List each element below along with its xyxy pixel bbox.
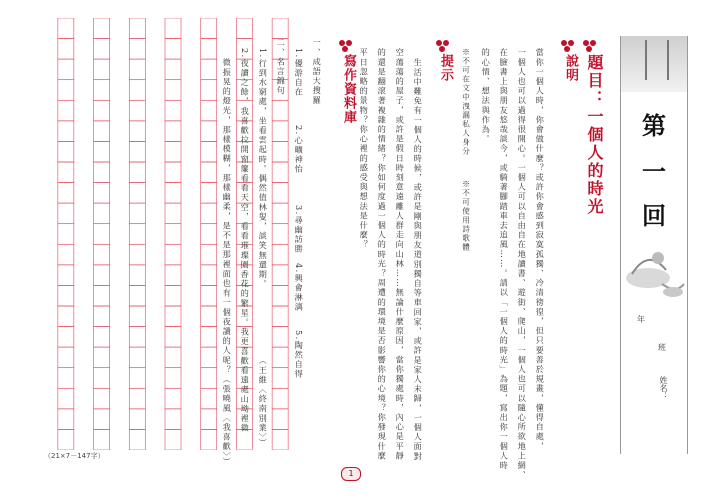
idiom-5: 5.陶然自得 — [294, 330, 305, 380]
grid-cell[interactable] — [165, 244, 181, 265]
grid-cell[interactable] — [201, 306, 217, 327]
grid-cell[interactable] — [129, 265, 145, 286]
grid-cell[interactable] — [129, 429, 145, 450]
grid-cell[interactable] — [201, 388, 217, 409]
grid-cell[interactable] — [272, 409, 288, 430]
grid-cell[interactable] — [272, 18, 288, 39]
explain-line-1: 當你一個人時，你會做什麼？或許你會感到寂寞孤獨、冷清徬徨，但只要善於規畫，懂得自處， — [535, 48, 546, 452]
grid-cell[interactable] — [129, 306, 145, 327]
grid-cell[interactable] — [58, 59, 74, 80]
hint-line-2: 空蕩蕩的屋子，或許是假日時刻意遠離人群走向山林……無論什麼原因，當你獨處時，內心是平靜 — [395, 48, 406, 461]
grid-cell[interactable] — [129, 100, 145, 121]
grid-cell[interactable] — [94, 306, 110, 327]
idiom-1: 1.優游自在 — [294, 48, 305, 98]
quote-1: 1.行到水窮處，坐看雲起時。偶然值林叟，談笑無還期。 — [258, 48, 269, 290]
grid-cell[interactable] — [165, 265, 181, 286]
quote-1-source: （王維〈終南別業〉） — [258, 356, 269, 448]
explain-line-4: 的心情、想法與作為。 — [481, 48, 492, 144]
grid-cell[interactable] — [58, 183, 74, 204]
grid-cell[interactable] — [272, 368, 288, 389]
grid-cell[interactable] — [58, 306, 74, 327]
quote-2-line-2: 微振晃的燈光，那樣模糊，那樣幽柔，是不是那裡面也有一個夜讀的人呢？（張曉風〈我喜歡〉） — [222, 58, 233, 467]
grid-cell[interactable] — [129, 18, 145, 39]
grid-cell[interactable] — [94, 100, 110, 121]
grid-cell[interactable] — [129, 39, 145, 60]
grid-cell[interactable] — [201, 409, 217, 430]
grid-cell[interactable] — [272, 183, 288, 204]
grid-cell[interactable] — [94, 121, 110, 142]
grid-cell[interactable] — [129, 327, 145, 348]
grid-cell[interactable] — [201, 80, 217, 101]
grid-cell[interactable] — [58, 244, 74, 265]
grid-cell[interactable] — [272, 100, 288, 121]
hint-line-3: 的還是翻滾著複雜的情緒？你如何度過一個人的時光？周遭的環境是否影響你的心境？你發現什麼 — [377, 48, 388, 461]
grid-cell[interactable] — [201, 285, 217, 306]
grid-cell[interactable] — [165, 388, 181, 409]
grid-cell[interactable] — [129, 162, 145, 183]
grid-cell[interactable] — [129, 121, 145, 142]
grid-cell[interactable] — [272, 327, 288, 348]
grid-cell[interactable] — [58, 285, 74, 306]
grid-cell[interactable] — [165, 429, 181, 450]
grid-cell[interactable] — [201, 162, 217, 183]
grid-cell[interactable] — [201, 39, 217, 60]
grid-cell[interactable] — [94, 244, 110, 265]
grid-cell[interactable] — [129, 409, 145, 430]
hint-heading: 提示 — [438, 54, 453, 82]
grid-cell[interactable] — [201, 203, 217, 224]
grid-cell[interactable] — [94, 368, 110, 389]
grid-cell[interactable] — [58, 388, 74, 409]
class-label: 班 — [658, 343, 666, 352]
grid-cell[interactable] — [58, 100, 74, 121]
grid-cell[interactable] — [201, 244, 217, 265]
grid-cell[interactable] — [272, 203, 288, 224]
grid-cell[interactable] — [165, 327, 181, 348]
grid-cell[interactable] — [201, 368, 217, 389]
explain-line-2: 一個人也可以過得很開心。一個人可以自由自在地讀書、遊街、爬山，一個人也可以隨心所欲地上網、 — [517, 48, 528, 480]
grid-cell[interactable] — [165, 203, 181, 224]
grid-cell[interactable] — [165, 306, 181, 327]
hint-line-4: 平日忽略的景物？你心裡的感受與想法是什麼？ — [359, 48, 370, 250]
grid-cell[interactable] — [129, 368, 145, 389]
grid-cell[interactable] — [129, 347, 145, 368]
idiom-label: 一、成語大搜羅 — [312, 38, 323, 106]
grid-cell[interactable] — [165, 100, 181, 121]
grid-cell[interactable] — [272, 429, 288, 450]
grid-cell[interactable] — [129, 203, 145, 224]
grid-cell[interactable] — [236, 18, 252, 39]
grid-cell[interactable] — [94, 388, 110, 409]
grid-cell[interactable] — [201, 265, 217, 286]
grid-cell[interactable] — [165, 141, 181, 162]
grid-cell[interactable] — [165, 409, 181, 430]
grid-cell[interactable] — [129, 244, 145, 265]
grid-cell[interactable] — [94, 285, 110, 306]
idiom-3: 3.尋幽訪勝 — [294, 205, 305, 255]
decorative-illustration-icon — [618, 228, 690, 308]
grid-cell[interactable] — [129, 141, 145, 162]
grid-cell[interactable] — [58, 429, 74, 450]
library-heading: 寫作資料庫 — [341, 54, 356, 124]
year-label: 年 — [637, 315, 645, 324]
grid-cell[interactable] — [94, 59, 110, 80]
grid-cell[interactable] — [272, 347, 288, 368]
grid-cell[interactable] — [58, 141, 74, 162]
grid-cell[interactable] — [94, 409, 110, 430]
grid-cell[interactable] — [272, 265, 288, 286]
grid-cell[interactable] — [58, 80, 74, 101]
quote-label: 二、名言錦句 — [276, 38, 287, 96]
grid-cell[interactable] — [58, 347, 74, 368]
grid-cell[interactable] — [94, 80, 110, 101]
grid-cell[interactable] — [201, 429, 217, 450]
grid-cell[interactable] — [165, 39, 181, 60]
explain-heading: 說明 — [563, 54, 578, 82]
grid-cell[interactable] — [165, 162, 181, 183]
grid-cell[interactable] — [94, 224, 110, 245]
page-number: 1 — [341, 467, 361, 481]
grid-cell[interactable] — [58, 265, 74, 286]
grid-cell[interactable] — [272, 388, 288, 409]
grid-cell[interactable] — [94, 429, 110, 450]
grid-cell[interactable] — [58, 368, 74, 389]
grid-cell[interactable] — [94, 18, 110, 39]
grid-cell[interactable] — [272, 306, 288, 327]
grid-cell[interactable] — [165, 183, 181, 204]
grid-cell[interactable] — [165, 59, 181, 80]
grid-cell[interactable] — [58, 18, 74, 39]
grid-cell[interactable] — [165, 80, 181, 101]
grid-cell[interactable] — [94, 203, 110, 224]
grid-cell[interactable] — [165, 18, 181, 39]
name-label: 姓名： — [659, 376, 668, 400]
grid-cell[interactable] — [272, 162, 288, 183]
writing-grid[interactable] — [44, 18, 294, 450]
grid-cell[interactable] — [272, 224, 288, 245]
grid-cell[interactable] — [94, 39, 110, 60]
grid-cell[interactable] — [94, 141, 110, 162]
grid-cell[interactable] — [58, 409, 74, 430]
grid-cell[interactable] — [165, 285, 181, 306]
grid-cell[interactable] — [129, 183, 145, 204]
note-private-identity: ※不可在文中洩漏私人身分 — [461, 48, 471, 156]
grid-cell[interactable] — [165, 368, 181, 389]
page-title: 題目：一個人的時光 — [585, 54, 604, 216]
chapter-char-3: 回 — [642, 202, 666, 230]
grid-cell[interactable] — [58, 203, 74, 224]
writing-grid-lines — [44, 18, 294, 450]
chapter-char-2: 一 — [642, 158, 666, 186]
grid-cell[interactable] — [272, 244, 288, 265]
grid-note: （21×7－147字） — [44, 452, 105, 460]
grid-cell[interactable] — [165, 347, 181, 368]
idiom-2: 2.心曠神怡 — [294, 125, 305, 175]
grid-cell[interactable] — [165, 121, 181, 142]
grid-cell[interactable] — [201, 327, 217, 348]
idiom-4: 4.興會淋漓 — [294, 263, 305, 313]
grid-cell[interactable] — [272, 121, 288, 142]
grid-cell[interactable] — [201, 59, 217, 80]
grid-cell[interactable] — [201, 121, 217, 142]
grid-cell[interactable] — [94, 162, 110, 183]
grid-cell[interactable] — [272, 285, 288, 306]
sidebar-ribbon — [621, 36, 687, 92]
grid-cell[interactable] — [201, 224, 217, 245]
note-no-poetry: ※不可使用詩歌體 — [461, 180, 471, 252]
grid-cell[interactable] — [201, 141, 217, 162]
grid-cell[interactable] — [94, 347, 110, 368]
grid-cell[interactable] — [201, 347, 217, 368]
chapter-char-1: 第 — [642, 112, 666, 140]
grid-cell[interactable] — [272, 141, 288, 162]
grid-cell[interactable] — [129, 388, 145, 409]
grid-cell[interactable] — [201, 100, 217, 121]
grid-cell[interactable] — [58, 39, 74, 60]
ribbon-icon — [645, 40, 669, 80]
grid-cell[interactable] — [201, 18, 217, 39]
grid-cell[interactable] — [129, 224, 145, 245]
grid-cell[interactable] — [165, 224, 181, 245]
hint-line-1: 生活中難免有一個人的時候，或許是剛與朋友道別獨自等車回家，或許是家人未歸，一個人面對 — [413, 58, 424, 462]
grid-cell[interactable] — [94, 183, 110, 204]
grid-cell[interactable] — [94, 265, 110, 286]
grid-cell[interactable] — [129, 59, 145, 80]
grid-cell[interactable] — [58, 327, 74, 348]
grid-cell[interactable] — [129, 80, 145, 101]
explain-line-3: 在臉書上與朋友悠哉談今，或騎著腳踏車去追風……。請以「一個人的時光」為題，寫出你一個人時 — [499, 48, 510, 471]
grid-cell[interactable] — [58, 121, 74, 142]
grid-cell[interactable] — [58, 162, 74, 183]
grid-cell[interactable] — [94, 327, 110, 348]
grid-cell[interactable] — [201, 183, 217, 204]
quote-2-line-1: 2.夜讀之餘，我喜歡拉開窗簾看看天空，看看璀璨圍香花的繁星。我更喜歡看遠處山坳裡微 — [240, 48, 251, 434]
grid-cell[interactable] — [58, 224, 74, 245]
grid-cell[interactable] — [129, 285, 145, 306]
